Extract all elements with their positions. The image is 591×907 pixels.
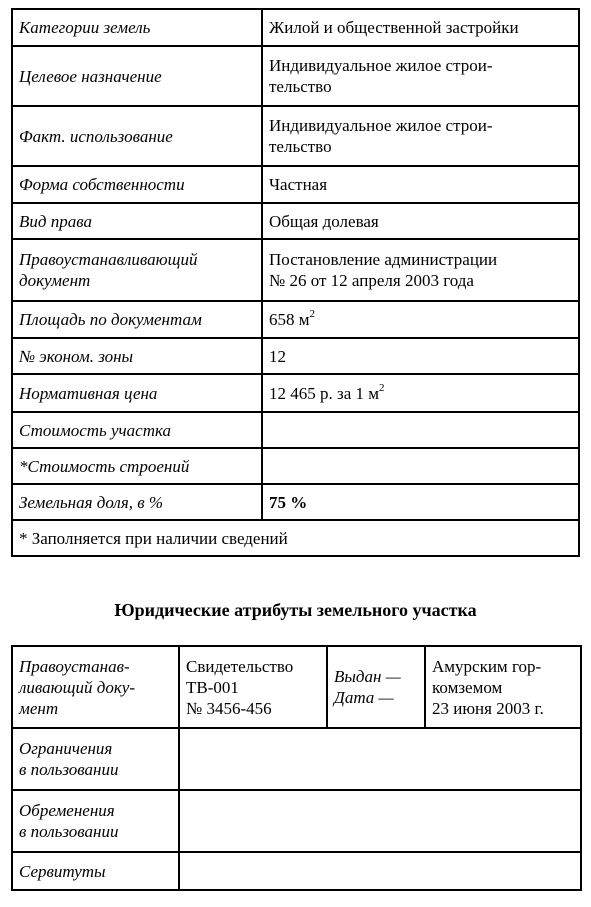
row-value <box>262 46 579 106</box>
value-line: тельство <box>269 77 332 96</box>
area-value: 658 м <box>269 310 310 329</box>
table-row <box>12 448 579 484</box>
row-label <box>12 728 179 790</box>
issued-line: Выдан — <box>334 667 401 686</box>
row-label <box>12 852 179 890</box>
label-line: Правоустанавливающий <box>19 250 198 269</box>
table-row <box>12 374 579 412</box>
row-label: Факт. использование <box>12 106 262 166</box>
table-row <box>12 301 579 338</box>
table-row <box>12 520 579 556</box>
table-row <box>12 338 579 374</box>
issuer-cell <box>425 646 581 728</box>
legal-attributes-table <box>11 645 582 891</box>
value-line: Индивидуальное жилое строи- <box>269 116 493 135</box>
row-label: Вид права <box>12 203 262 239</box>
label-line: документ <box>19 271 91 290</box>
row-label: № эконом. зоны <box>12 338 262 374</box>
label-line: Обременения <box>19 801 115 820</box>
label-line: Правоустанав- <box>19 656 130 676</box>
superscript: 2 <box>309 308 316 321</box>
row-value <box>179 728 581 790</box>
document-line: ТВ-001 <box>186 677 239 697</box>
footnote: * Заполняется при наличии сведений <box>12 520 579 556</box>
row-value: 12 <box>262 338 579 374</box>
row-label: *Стоимость строений <box>12 448 262 484</box>
row-label: Стоимость участка <box>12 412 262 448</box>
row-label <box>12 790 179 852</box>
row-value: Жилой и общественной застройки <box>262 9 579 46</box>
label-line: в пользовании <box>19 760 119 779</box>
row-label <box>12 239 262 301</box>
label-line: Сервитуты <box>19 861 106 881</box>
table-row <box>12 728 581 790</box>
label-line: мент <box>19 698 59 718</box>
issued-line: Дата — <box>334 688 394 707</box>
document-line: Свидетельство <box>186 656 294 676</box>
row-value: Частная <box>262 166 579 203</box>
row-label: Категории земель <box>12 9 262 46</box>
document-cell <box>179 646 327 728</box>
row-label: Целевое назначение <box>12 46 262 106</box>
row-value <box>179 790 581 852</box>
row-value <box>262 412 579 448</box>
table-row <box>12 9 579 46</box>
section-title: Юридические атрибуты земельного участка <box>114 600 477 620</box>
table-row <box>12 46 579 106</box>
issuer-line: комземом <box>432 677 503 697</box>
label-line: Ограничения <box>19 739 113 758</box>
issuer-line: Амурским гор- <box>432 656 542 676</box>
label-line: в пользовании <box>19 822 119 841</box>
table-row <box>12 790 581 852</box>
row-value <box>262 374 579 412</box>
row-label <box>12 646 179 728</box>
row-label: Форма собственности <box>12 166 262 203</box>
value-line: Индивидуальное жилое строи- <box>269 56 493 75</box>
row-value: Общая долевая <box>262 203 579 239</box>
price-value: 12 465 р. за 1 м <box>269 383 380 403</box>
row-value <box>262 106 579 166</box>
superscript: 2 <box>379 381 385 394</box>
table-row <box>12 203 579 239</box>
row-label: Площадь по документам <box>12 301 262 338</box>
land-info-table <box>11 8 580 557</box>
table-row <box>12 852 581 890</box>
table-row <box>12 484 579 520</box>
table-row <box>12 166 579 203</box>
table-row <box>12 106 579 166</box>
row-label: Нормативная цена <box>12 374 262 412</box>
document-line: № 3456-456 <box>186 698 272 718</box>
table-row <box>12 239 579 301</box>
value-line: тельство <box>269 137 332 156</box>
row-value <box>262 239 579 301</box>
row-value <box>179 852 581 890</box>
label-line: ливающий доку- <box>19 677 136 697</box>
row-value <box>262 301 579 338</box>
issuer-line: 23 июня 2003 г. <box>432 698 544 718</box>
table-row <box>12 412 579 448</box>
row-value: 75 % <box>262 484 579 520</box>
value-line: № 26 от 12 апреля 2003 года <box>269 271 474 290</box>
value-line: Постановление администрации <box>269 250 498 269</box>
row-value <box>262 448 579 484</box>
row-label: Земельная доля, в % <box>12 484 262 520</box>
table-row <box>12 646 581 728</box>
issued-cell <box>327 646 425 728</box>
